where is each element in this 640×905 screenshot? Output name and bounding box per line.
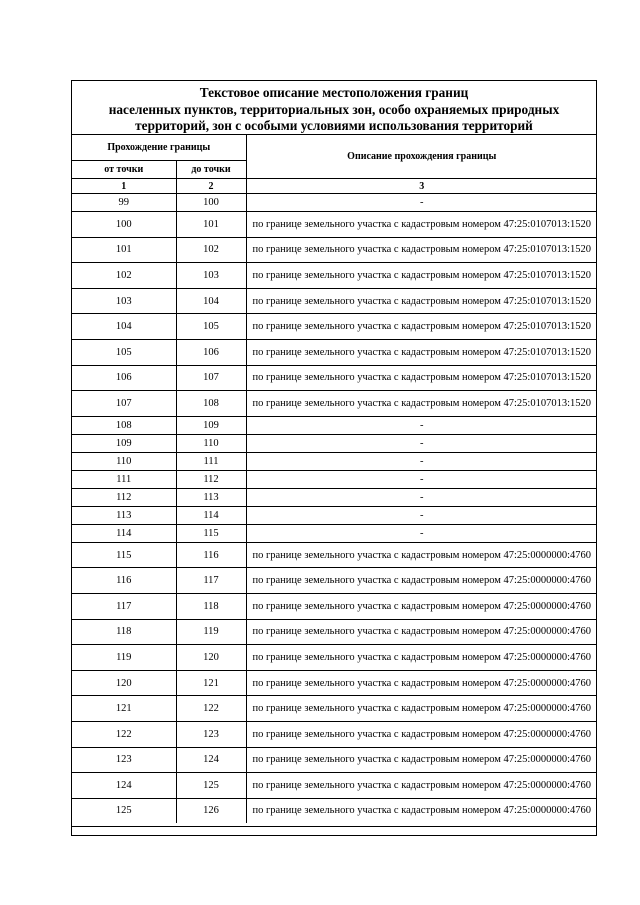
- cell-desc: по границе земельного участка с кадастровым номером 47:25:0107013:1520: [246, 314, 597, 340]
- cell-desc: по границе земельного участка с кадастровым номером 47:25:0000000:4760: [246, 568, 597, 594]
- table-row: [72, 773, 597, 799]
- cell-desc: по границе земельного участка с кадастровым номером 47:25:0107013:1520: [246, 237, 597, 263]
- table-row: [72, 721, 597, 747]
- cell-to: 108: [176, 391, 246, 417]
- cell-desc: -: [246, 416, 597, 434]
- header-to: до точки: [176, 161, 246, 179]
- table-row: [72, 237, 597, 263]
- cell-to: 111: [176, 452, 246, 470]
- header-row: [72, 135, 597, 161]
- table-row: [72, 365, 597, 391]
- cell-from: 110: [72, 452, 176, 470]
- table-row: [72, 568, 597, 594]
- cell-from: 124: [72, 773, 176, 799]
- table-row: [72, 263, 597, 289]
- table-row: [72, 288, 597, 314]
- cell-desc: -: [246, 470, 597, 488]
- cell-desc: -: [246, 488, 597, 506]
- table-row: [72, 645, 597, 671]
- cell-desc: по границе земельного участка с кадастровым номером 47:25:0107013:1520: [246, 339, 597, 365]
- table-row: [72, 416, 597, 434]
- cell-to: 122: [176, 696, 246, 722]
- cell-to: 104: [176, 288, 246, 314]
- table-row: [72, 506, 597, 524]
- cell-from: 112: [72, 488, 176, 506]
- document-title: [72, 81, 596, 135]
- table-row: [72, 452, 597, 470]
- table-row: [72, 593, 597, 619]
- header-from: от точки: [72, 161, 176, 179]
- cell-to: 114: [176, 506, 246, 524]
- cell-to: 107: [176, 365, 246, 391]
- header-passage: Прохождение границы: [72, 135, 246, 161]
- cell-to: 116: [176, 542, 246, 568]
- table-row: [72, 696, 597, 722]
- boundary-table: [72, 135, 597, 823]
- cell-from: 125: [72, 798, 176, 823]
- cell-to: 102: [176, 237, 246, 263]
- table-row: [72, 542, 597, 568]
- cell-to: 121: [176, 670, 246, 696]
- cell-to: 124: [176, 747, 246, 773]
- table-row: [72, 747, 597, 773]
- column-number-2: 2: [176, 179, 246, 194]
- cell-desc: по границе земельного участка с кадастровым номером 47:25:0000000:4760: [246, 670, 597, 696]
- cell-to: 113: [176, 488, 246, 506]
- table-row: [72, 212, 597, 238]
- cell-desc: по границе земельного участка с кадастровым номером 47:25:0000000:4760: [246, 773, 597, 799]
- cell-to: 109: [176, 416, 246, 434]
- cell-from: 113: [72, 506, 176, 524]
- cell-to: 115: [176, 524, 246, 542]
- cell-desc: по границе земельного участка с кадастровым номером 47:25:0000000:4760: [246, 542, 597, 568]
- column-number-1: 1: [72, 179, 176, 194]
- cell-from: 103: [72, 288, 176, 314]
- cell-from: 104: [72, 314, 176, 340]
- cell-from: 101: [72, 237, 176, 263]
- cell-desc: по границе земельного участка с кадастровым номером 47:25:0000000:4760: [246, 619, 597, 645]
- cell-to: 117: [176, 568, 246, 594]
- cell-from: 100: [72, 212, 176, 238]
- cell-to: 123: [176, 721, 246, 747]
- cell-to: 105: [176, 314, 246, 340]
- column-number-row: [72, 179, 597, 194]
- title-line-1: Текстовое описание местоположения границ: [199, 85, 469, 100]
- cell-from: 114: [72, 524, 176, 542]
- cell-to: 118: [176, 593, 246, 619]
- cell-desc: по границе земельного участка с кадастровым номером 47:25:0107013:1520: [246, 391, 597, 417]
- table-row: [72, 670, 597, 696]
- cell-from: 123: [72, 747, 176, 773]
- cell-from: 115: [72, 542, 176, 568]
- title-line-3: территорий, зон с особыми условиями использования территорий: [135, 118, 533, 133]
- cell-desc: по границе земельного участка с кадастровым номером 47:25:0107013:1520: [246, 365, 597, 391]
- cell-desc: по границе земельного участка с кадастровым номером 47:25:0107013:1520: [246, 263, 597, 289]
- cell-desc: -: [246, 506, 597, 524]
- table-row: [72, 194, 597, 212]
- cell-desc: по границе земельного участка с кадастровым номером 47:25:0000000:4760: [246, 645, 597, 671]
- cell-from: 109: [72, 434, 176, 452]
- table-row: [72, 524, 597, 542]
- cell-desc: -: [246, 434, 597, 452]
- table-row: [72, 339, 597, 365]
- cell-desc: по границе земельного участка с кадастровым номером 47:25:0000000:4760: [246, 798, 597, 823]
- cell-to: 112: [176, 470, 246, 488]
- cell-from: 122: [72, 721, 176, 747]
- cell-to: 106: [176, 339, 246, 365]
- cell-from: 121: [72, 696, 176, 722]
- cell-to: 110: [176, 434, 246, 452]
- cell-desc: по границе земельного участка с кадастровым номером 47:25:0000000:4760: [246, 721, 597, 747]
- cell-from: 118: [72, 619, 176, 645]
- cell-to: 119: [176, 619, 246, 645]
- cell-from: 108: [72, 416, 176, 434]
- cell-from: 120: [72, 670, 176, 696]
- cell-desc: по границе земельного участка с кадастровым номером 47:25:0107013:1520: [246, 288, 597, 314]
- table-row: [72, 488, 597, 506]
- cell-desc: -: [246, 524, 597, 542]
- cell-desc: по границе земельного участка с кадастровым номером 47:25:0000000:4760: [246, 593, 597, 619]
- cell-to: 101: [176, 212, 246, 238]
- header-description: Описание прохождения границы: [246, 135, 597, 179]
- column-number-3: 3: [246, 179, 597, 194]
- cell-from: 106: [72, 365, 176, 391]
- cell-desc: по границе земельного участка с кадастровым номером 47:25:0107013:1520: [246, 212, 597, 238]
- cell-desc: по границе земельного участка с кадастровым номером 47:25:0000000:4760: [246, 747, 597, 773]
- cell-to: 126: [176, 798, 246, 823]
- cell-desc: по границе земельного участка с кадастровым номером 47:25:0000000:4760: [246, 696, 597, 722]
- table-row: [72, 391, 597, 417]
- cell-from: 111: [72, 470, 176, 488]
- cell-to: 120: [176, 645, 246, 671]
- table-row: [72, 470, 597, 488]
- table-row: [72, 314, 597, 340]
- title-line-2: населенных пунктов, территориальных зон, особо охраняемых природных: [108, 101, 560, 117]
- cell-desc: -: [246, 194, 597, 212]
- table-row: [72, 434, 597, 452]
- table-footer-strip: [72, 826, 596, 835]
- cell-from: 116: [72, 568, 176, 594]
- table-row: [72, 619, 597, 645]
- cell-to: 103: [176, 263, 246, 289]
- cell-to: 125: [176, 773, 246, 799]
- cell-from: 99: [72, 194, 176, 212]
- cell-from: 107: [72, 391, 176, 417]
- cell-from: 102: [72, 263, 176, 289]
- table-row: [72, 798, 597, 823]
- cell-from: 119: [72, 645, 176, 671]
- cell-from: 105: [72, 339, 176, 365]
- cell-to: 100: [176, 194, 246, 212]
- document-sheet: [71, 80, 597, 836]
- cell-desc: -: [246, 452, 597, 470]
- cell-from: 117: [72, 593, 176, 619]
